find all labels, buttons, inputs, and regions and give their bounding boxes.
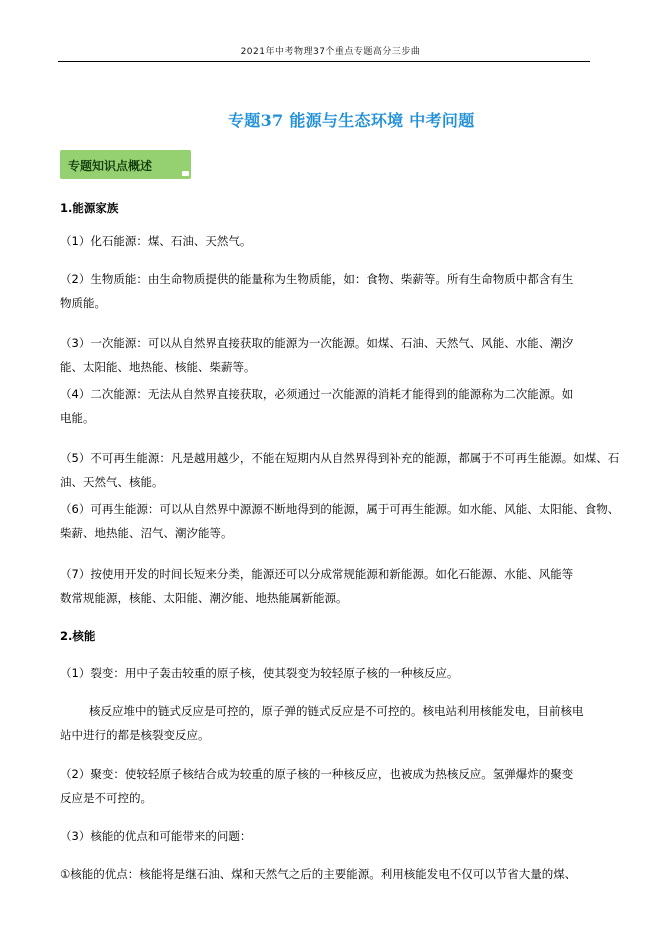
paragraph-line: 反应是不可控的。 <box>60 791 152 805</box>
running-header: 2021年中考物理37个重点专题高分三步曲 <box>240 47 421 57</box>
section-banner-label: 专题知识点概述 <box>68 159 153 173</box>
paragraph-fission <box>60 661 600 685</box>
paragraph-line: （2）生物质能：由生命物质提供的能量称为生物质能，如：食物、柴薪等。所有生命物质中都含有生 <box>60 272 574 286</box>
paragraph-fossil <box>60 229 600 253</box>
paragraph-line: （1）化石能源：煤、石油、天然气。 <box>60 234 252 248</box>
paragraph-nonrenewable <box>60 446 620 494</box>
banner-decoration <box>182 171 189 176</box>
paragraph-line: （1）裂变：用中子轰击较重的原子核，使其裂变为较轻原子核的一种核反应。 <box>60 666 459 680</box>
paragraph-line: 数常规能源，核能、太阳能、潮汐能、地热能属新能源。 <box>60 591 348 605</box>
paragraph-line: （7）按使用开发的时间长短来分类，能源还可以分成常规能源和新能源。如化石能源、水能、风能等 <box>60 567 574 581</box>
paragraph-line: （6）可再生能源：可以从自然界中源源不断地得到的能源，属于可再生能源。如水能、风能、太阳能、食物、 <box>60 502 620 516</box>
paragraph-chain-reaction <box>60 699 600 747</box>
header-rule <box>58 61 590 62</box>
paragraph-nuclear-advantage <box>60 862 600 886</box>
paragraph-line: ①核能的优点：核能将是继石油、煤和天然气之后的主要能源。利用核能发电不仅可以节省大量的煤、 <box>60 867 577 881</box>
paragraph-line: 物质能。 <box>60 296 106 310</box>
page-title: 专题37 能源与生态环境 中考问题 <box>228 111 475 130</box>
paragraph-primary <box>60 331 600 379</box>
paragraph-renewable <box>60 497 620 545</box>
paragraph-line: 核反应堆中的链式反应是可控的，原子弹的链式反应是不可控的。核电站利用核能发电，目前核电 <box>89 704 584 718</box>
heading-energy-family: 1.能源家族 <box>60 201 119 215</box>
paragraph-biomass <box>60 267 600 315</box>
paragraph-line: （3）一次能源：可以从自然界直接获取的能源为一次能源。如煤、石油、天然气、风能、水能、潮汐 <box>60 336 574 350</box>
paragraph-pros-cons <box>60 824 600 848</box>
paragraph-line: 柴薪、地热能、沼气、潮汐能等。 <box>60 526 233 540</box>
paragraph-line: （4）二次能源：无法从自然界直接获取，必须通过一次能源的消耗才能得到的能源称为二次能源。如 <box>60 387 574 401</box>
paragraph-line: （3）核能的优点和可能带来的问题： <box>60 829 252 843</box>
paragraph-line: 站中进行的都是核裂变反应。 <box>60 728 210 742</box>
heading-nuclear: 2.核能 <box>60 629 96 643</box>
paragraph-line: 油、天然气、核能。 <box>60 475 164 489</box>
paragraph-line: 电能。 <box>60 411 95 425</box>
paragraph-conventional-new <box>60 562 600 610</box>
paragraph-fusion <box>60 762 600 810</box>
paragraph-line: 能、太阳能、地热能、核能、柴薪等。 <box>60 360 256 374</box>
paragraph-line: （2）聚变：使较轻原子核结合成为较重的原子核的一种核反应，也被成为热核反应。氢弹爆炸的聚变 <box>60 767 574 781</box>
paragraph-line: （5）不可再生能源：凡是越用越少，不能在短期内从自然界得到补充的能源，都属于不可再生能源。如煤、石 <box>60 451 620 465</box>
paragraph-secondary <box>60 382 600 430</box>
